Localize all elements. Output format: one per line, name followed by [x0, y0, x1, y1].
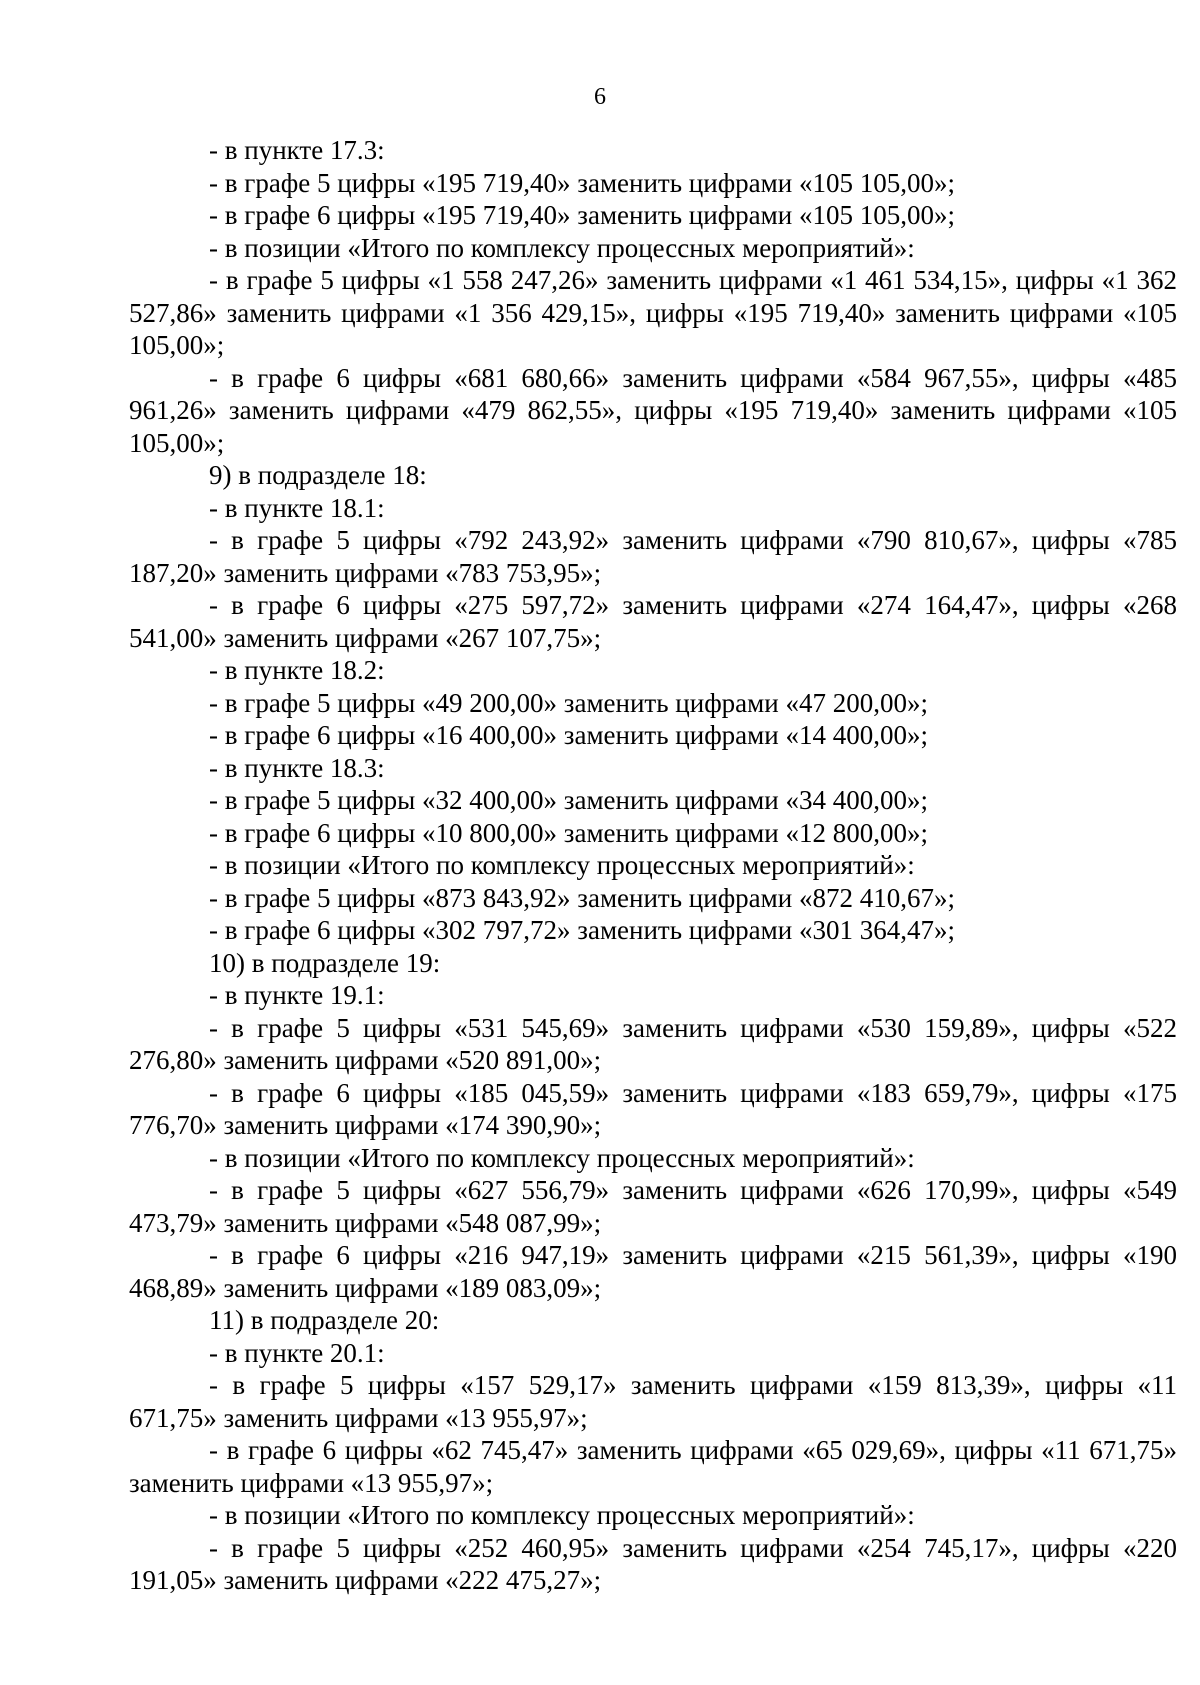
paragraph: - в графе 6 цифры «195 719,40» заменить цифрами «105 105,00»;: [209, 200, 955, 230]
paragraph: - в графе 5 цифры «49 200,00» заменить цифрами «47 200,00»;: [209, 687, 928, 718]
page-number: 6: [594, 84, 606, 110]
paragraph: - в пункте 20.1:: [209, 1337, 385, 1368]
paragraph: - в графе 5 цифры «195 719,40» заменить цифрами «105 105,00»;: [209, 167, 955, 198]
paragraph: - в графе 5 цифры «1 558 247,26» заменить цифрами «1 461 534,15», цифры «1 362 527,86» заменить цифрами «1 356 429,15», цифры «195 719,40» заменить цифрами «105 105,00»;: [129, 265, 1177, 360]
paragraph: - в пункте 17.3:: [209, 135, 385, 165]
paragraph: - в графе 5 цифры «627 556,79» заменить цифрами «626 170,99», цифры «549 473,79» заменить цифрами «548 087,99»;: [129, 1175, 1177, 1238]
paragraph: - в пункте 18.1:: [209, 492, 385, 523]
paragraph: - в графе 6 цифры «302 797,72» заменить цифрами «301 364,47»;: [209, 915, 955, 945]
paragraph: - в пункте 18.2:: [209, 655, 385, 685]
paragraph: - в графе 6 цифры «62 745,47» заменить цифрами «65 029,69», цифры «11 671,75» заменить цифрами «13 955,97»;: [129, 1435, 1177, 1498]
paragraph: - в графе 5 цифры «873 843,92» заменить цифрами «872 410,67»;: [209, 882, 955, 913]
paragraph: - в графе 5 цифры «792 243,92» заменить цифрами «790 810,67», цифры «785 187,20» заменить цифрами «783 753,95»;: [129, 525, 1177, 588]
paragraph: - в позиции «Итого по комплексу процессных мероприятий»:: [209, 1500, 915, 1530]
paragraph: 9) в подразделе 18:: [209, 460, 427, 490]
paragraph: - в графе 6 цифры «681 680,66» заменить цифрами «584 967,55», цифры «485 961,26» заменить цифрами «479 862,55», цифры «195 719,40» заменить цифрами «105 105,00»;: [129, 362, 1177, 458]
paragraph: 11) в подразделе 20:: [209, 1305, 440, 1335]
paragraph: - в графе 5 цифры «157 529,17» заменить цифрами «159 813,39», цифры «11 671,75» заменить цифрами «13 955,97»;: [129, 1370, 1177, 1433]
paragraph: - в графе 5 цифры «531 545,69» заменить цифрами «530 159,89», цифры «522 276,80» заменить цифрами «520 891,00»;: [129, 1012, 1177, 1075]
paragraph: 10) в подразделе 19:: [209, 947, 441, 978]
paragraph: - в графе 6 цифры «10 800,00» заменить цифрами «12 800,00»;: [209, 817, 928, 848]
paragraph: - в графе 5 цифры «32 400,00» заменить цифрами «34 400,00»;: [209, 785, 928, 815]
paragraph: - в графе 6 цифры «216 947,19» заменить цифрами «215 561,39», цифры «190 468,89» заменить цифрами «189 083,09»;: [129, 1240, 1177, 1303]
paragraph: - в пункте 18.3:: [209, 752, 385, 783]
paragraph: - в графе 6 цифры «275 597,72» заменить цифрами «274 164,47», цифры «268 541,00» заменить цифрами «267 107,75»;: [129, 590, 1177, 653]
paragraph: - в позиции «Итого по комплексу процессных мероприятий»:: [209, 850, 915, 880]
paragraph: - в позиции «Итого по комплексу процессных мероприятий»:: [209, 1142, 915, 1173]
document-body: [129, 134, 1177, 1597]
paragraph: - в позиции «Итого по комплексу процессных мероприятий»:: [209, 232, 915, 263]
paragraph: - в пункте 19.1:: [209, 980, 385, 1010]
paragraph: - в графе 5 цифры «252 460,95» заменить цифрами «254 745,17», цифры «220 191,05» заменить цифрами «222 475,27»;: [129, 1532, 1177, 1595]
paragraph: - в графе 6 цифры «16 400,00» заменить цифрами «14 400,00»;: [209, 720, 928, 750]
paragraph: - в графе 6 цифры «185 045,59» заменить цифрами «183 659,79», цифры «175 776,70» заменить цифрами «174 390,90»;: [129, 1077, 1177, 1140]
